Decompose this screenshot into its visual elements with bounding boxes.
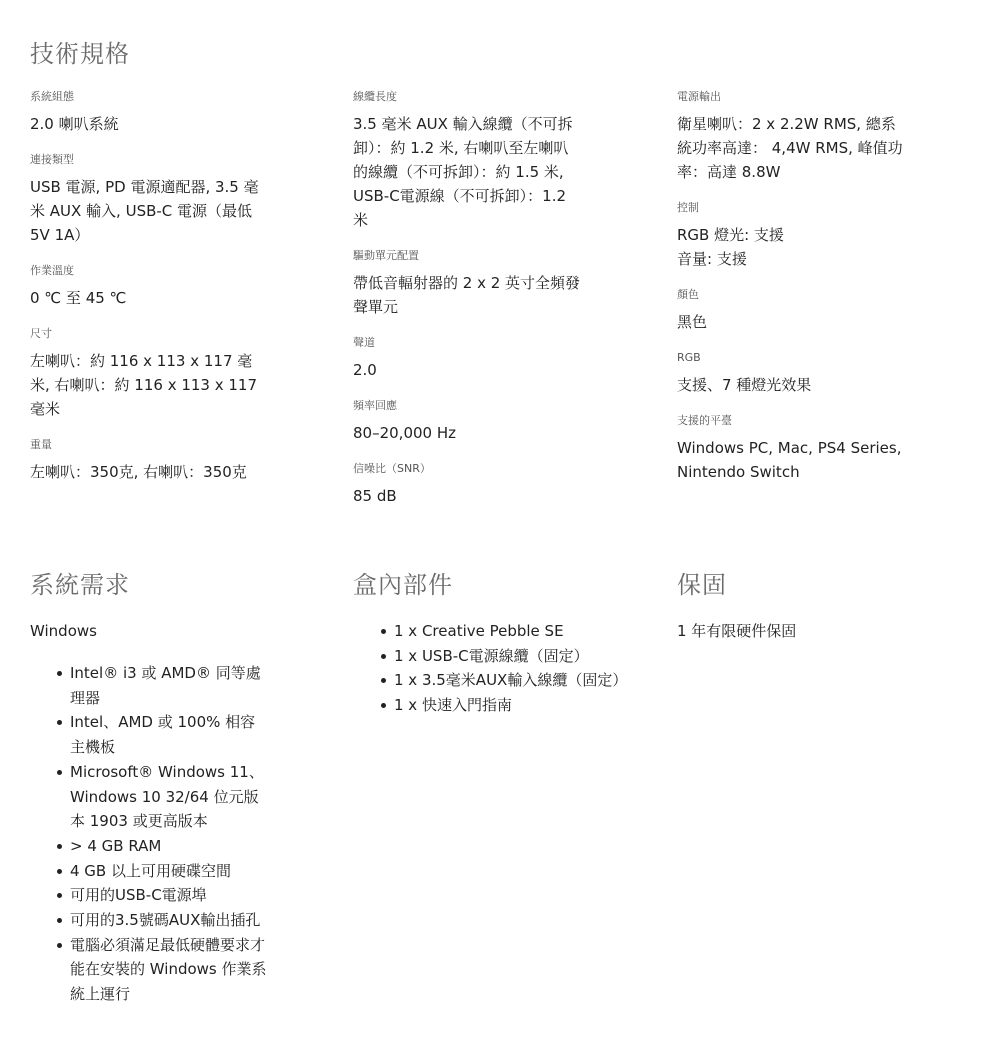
spec-label: 重量	[30, 438, 52, 451]
list-item: 電腦必須滿足最低硬體要求才能在安裝的 Windows 作業系統上運行	[30, 933, 270, 1007]
requirements-os: Windows	[30, 622, 97, 640]
warranty-title: 保固	[677, 571, 727, 599]
spec-rgb	[677, 350, 937, 397]
in-box-list	[353, 619, 653, 718]
spec-cable-length	[353, 89, 613, 232]
spec-value: 85 dB	[353, 487, 397, 505]
in-box-title: 盒內部件	[353, 571, 453, 599]
list-item: 1 x 快速入門指南	[353, 693, 653, 718]
warranty-column	[677, 619, 937, 643]
spec-frequency-response	[353, 398, 613, 445]
spec-value: 衛星喇叭：2 x 2.2W RMS, 總系 統功率高達： 4,4W RMS, 峰值功 率：高達 8.8W	[677, 115, 903, 181]
warranty-text: 1 年有限硬件保固	[677, 622, 797, 640]
list-item: > 4 GB RAM	[30, 834, 270, 859]
spec-value: 2.0 喇叭系統	[30, 115, 119, 133]
spec-snr	[353, 461, 613, 508]
spec-label: 支援的平臺	[677, 414, 732, 427]
spec-value: 左喇叭：350克, 右喇叭：350克	[30, 463, 247, 481]
spec-color	[677, 287, 937, 334]
spec-value: USB 電源, PD 電源適配器, 3.5 毫 米 AUX 輸入, USB-C 電源（最低 5V 1A）	[30, 178, 259, 244]
in-box-column	[353, 619, 653, 718]
spec-value: 黑色	[677, 313, 708, 331]
spec-driver-config	[353, 248, 613, 319]
list-item: Intel® i3 或 AMD® 同等處理器	[30, 661, 270, 710]
spec-label: RGB	[677, 351, 701, 364]
spec-label: 電源輸出	[677, 90, 721, 103]
spec-value: RGB 燈光: 支援 音量: 支援	[677, 226, 784, 268]
specs-column-2	[353, 89, 613, 524]
spec-platforms	[677, 413, 937, 484]
list-item: 1 x 3.5毫米AUX輸入線纜（固定）	[353, 668, 653, 693]
spec-label: 連接類型	[30, 153, 74, 166]
spec-connection-type	[30, 152, 290, 247]
list-item: 1 x Creative Pebble SE	[353, 619, 653, 644]
specs-title: 技術規格	[30, 40, 130, 68]
list-item: Microsoft® Windows 11、Windows 10 32/64 位元版本 1903 或更高版本	[30, 760, 270, 834]
spec-value: 支援、7 種燈光效果	[677, 376, 812, 394]
requirements-list	[30, 661, 270, 1007]
spec-power-output	[677, 89, 937, 184]
list-item: 1 x USB-C電源線纜（固定）	[353, 644, 653, 669]
requirements-title: 系統需求	[30, 571, 130, 599]
spec-operating-temp	[30, 263, 290, 310]
spec-value: 0 ℃ 至 45 ℃	[30, 289, 127, 307]
spec-label: 線纜長度	[353, 90, 397, 103]
spec-label: 顏色	[677, 288, 699, 301]
spec-label: 作業溫度	[30, 264, 74, 277]
list-item: Intel、AMD 或 100% 相容主機板	[30, 710, 270, 759]
list-item: 可用的3.5號碼AUX輸出插孔	[30, 908, 270, 933]
specs-column-1	[30, 89, 290, 500]
list-item: 可用的USB-C電源埠	[30, 883, 270, 908]
spec-value: Windows PC, Mac, PS4 Series, Nintendo Switch	[677, 439, 902, 481]
spec-system-config	[30, 89, 290, 136]
spec-controls	[677, 200, 937, 271]
spec-dimensions	[30, 326, 290, 421]
requirements-column	[30, 619, 270, 1007]
spec-value: 左喇叭：約 116 x 113 x 117 毫 米, 右喇叭：約 116 x 113 x 117 毫米	[30, 352, 258, 418]
spec-value: 帶低音輻射器的 2 x 2 英寸全頻發 聲單元	[353, 274, 581, 316]
spec-label: 信噪比（SNR）	[353, 462, 431, 475]
spec-value: 3.5 毫米 AUX 輸入線纜（不可拆 卸）：約 1.2 米, 右喇叭至左喇叭 的線纜（不可拆卸）：約 1.5 米, USB-C電源線（不可拆卸）：1.2 米	[353, 115, 573, 229]
spec-label: 頻率回應	[353, 399, 397, 412]
list-item: 4 GB 以上可用硬碟空間	[30, 859, 270, 884]
spec-value: 2.0	[353, 361, 377, 379]
spec-label: 聲道	[353, 336, 375, 349]
spec-label: 系統組態	[30, 90, 74, 103]
spec-weight	[30, 437, 290, 484]
spec-label: 控制	[677, 201, 699, 214]
spec-label: 尺寸	[30, 327, 52, 340]
spec-channels	[353, 335, 613, 382]
specs-column-3	[677, 89, 937, 500]
spec-label: 驅動單元配置	[353, 249, 419, 262]
spec-value: 80–20,000 Hz	[353, 424, 456, 442]
